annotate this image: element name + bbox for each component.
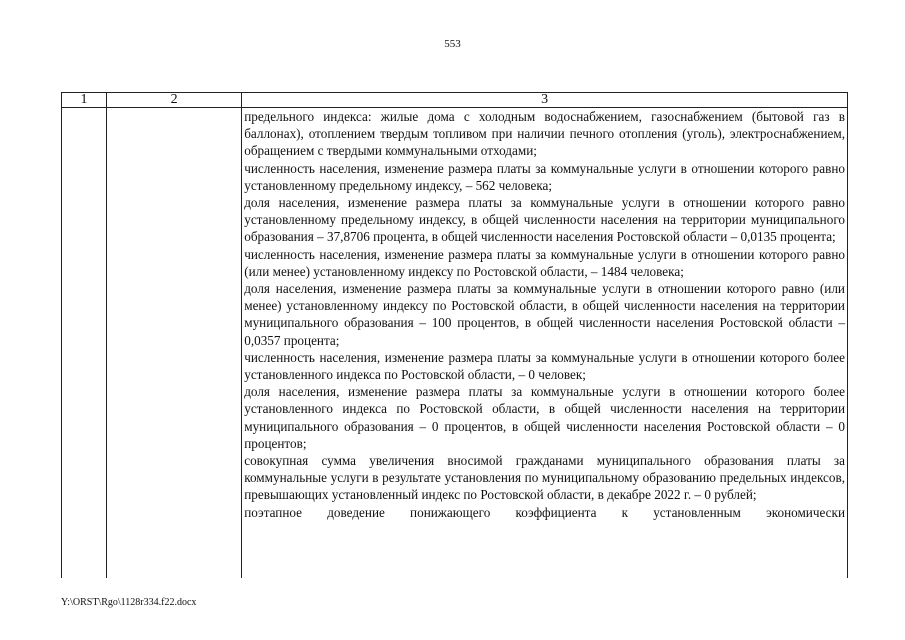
column-header-2: 2 <box>107 93 242 108</box>
page-number: 553 <box>444 38 461 50</box>
paragraph: доля населения, изменение размера платы за коммунальные услуги в отношении которого более установленного индекса по Ростовской области, в общей численности населения на территории муниципального образования – 0 процентов, в общей численности населения Ростовской области – 0 процентов; <box>244 384 845 451</box>
paragraph: совокупная сумма увеличения вносимой гражданами муниципального образования платы за коммунальные услуги в результате установления по муниципальному образованию предельных индексов, превышающих установленный индекс по Ростовской области, в декабре 2022 г. – 0 рублей; <box>244 453 845 503</box>
paragraph: предельного индекса: жилые дома с холодным водоснабжением, газоснабжением (бытовой газ в баллонах), отоплением твердым топливом при наличии печного отопления (уголь), электроснабжением, обращением с твердыми коммунальными отходами; <box>244 109 845 159</box>
paragraph: поэтапное доведение понижающего коэффициента к установленным экономически <box>244 504 845 520</box>
table-cell-col3 <box>242 108 848 579</box>
paragraph: численность населения, изменение размера платы за коммунальные услуги в отношении которого равно установленному предельному индексу, – 562 человека; <box>244 160 845 193</box>
paragraph: численность населения, изменение размера платы за коммунальные услуги в отношении которого более установленного индекса по Ростовской области, – 0 человек; <box>244 349 845 383</box>
column-header-3: 3 <box>242 93 848 108</box>
table-cell-col1 <box>62 108 107 579</box>
document-table <box>61 92 848 578</box>
table-cell-col2 <box>107 108 242 579</box>
table-row <box>62 108 848 579</box>
column-header-1: 1 <box>62 93 107 108</box>
paragraph: доля населения, изменение размера платы за коммунальные услуги в отношении которого равно установленному предельному индексу, в общей численности населения на территории муниципального образования – 37,8706 процента, в общей численности населения Ростовской области – 0,0135 процента; <box>244 195 845 245</box>
paragraph: доля населения, изменение размера платы за коммунальные услуги в отношении которого равно (или менее) установленному индексу по Ростовской области, в общей численности населения на территории муниципального образования – 100 процентов, в общей численности населения Ростовской области – 0,0357 процента; <box>244 281 845 348</box>
paragraph: численность населения, изменение размера платы за коммунальные услуги в отношении которого равно (или менее) установленному индексу по Ростовской области, – 1484 человека; <box>244 246 845 279</box>
footer-file-path: Y:\ORST\Rgo\1128r334.f22.docx <box>61 597 197 608</box>
table-header-row <box>62 93 848 108</box>
